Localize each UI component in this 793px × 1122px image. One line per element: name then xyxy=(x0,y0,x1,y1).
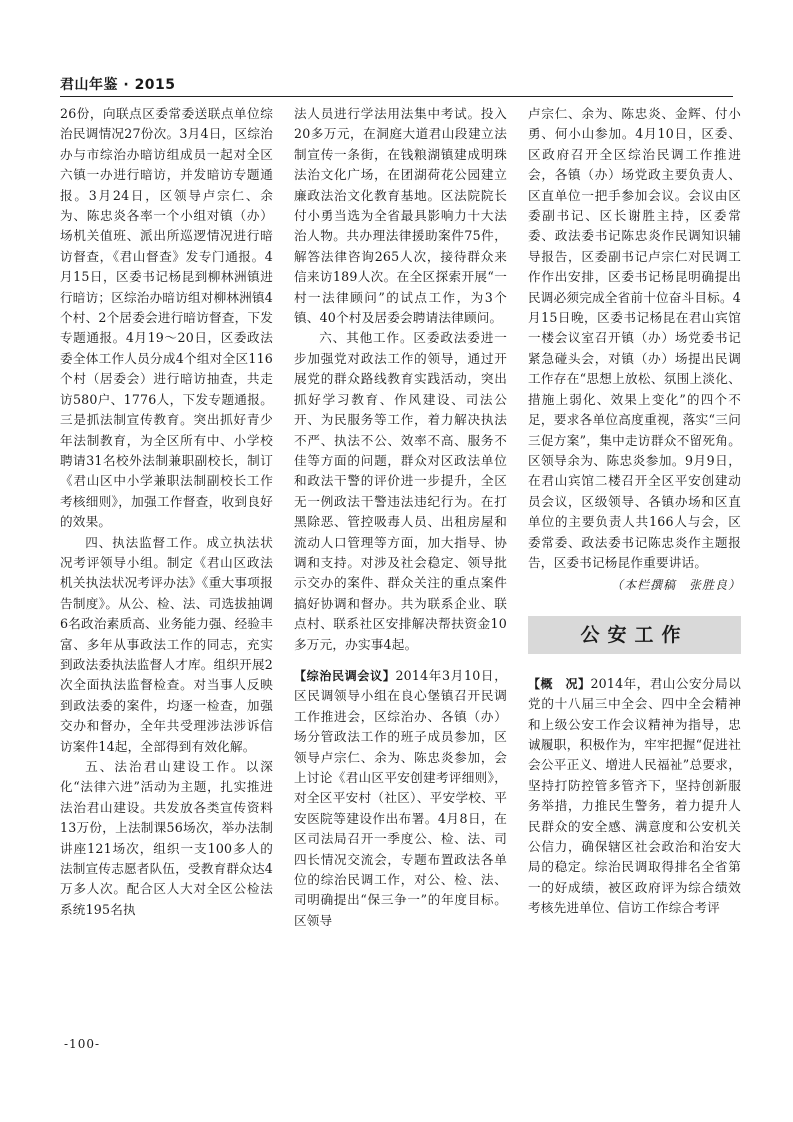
section-tag: 【综治民调会议】 xyxy=(294,668,396,683)
col3-paragraph-2: 2014年，君山公安分局以党的十八届三中全会、四中全会精神和上级公安工作会议精神为指导，忠诚履职，积极作为，牢牢把握“促进社会公平正义、增进人民福祉”总要求，坚持打防控管多管齐下，坚持创新服务举措，力推民生警务，着力提升人民群众的安全感、满意度和公安机关公信力，确保辖区社会政治和治安大局的稳定。综治民调取得排名全省第一的好成绩，被区政府评为综合绩效考核先进单位、信访工作综合考评 xyxy=(528,675,741,916)
author-byline: （本栏撰稿 张胜良） xyxy=(610,578,741,593)
col1-paragraph-1: 26份，向联点区委常委送联点单位综治民调情况27份次。3月4日，区综治办与市综治办暗访组成员一起对全区六镇一办进行暗访，并发暗访专题通报。3月24日，区领导卢宗仁、余为、陈忠炎各率一个小组对镇（办）场机关值班、派出所巡逻情况进行暗访督查，《君山督查》发专门通报。4月15日，区委书记杨昆到柳林洲镇进行暗访；区综治办暗访组对柳林洲镇4个村、2个居委会进行暗访督查，下发专题通报。4月19～20日，区委政法委全体工作人员分成4个组对全区116个村（居委会）进行暗访抽查，共走访580户、1776人，下发专题通报。三是抓法制宣传教育。突出抓好青少年法制教育，为全区所有中、小学校聘请31名校外法制兼职副校长，制订《君山区中小学兼职法制副校长工作考核细则》，加强工作督查，收到良好的效果。 xyxy=(60,106,273,530)
col3-section-overview xyxy=(528,674,741,919)
section-tag: 【概 况】 xyxy=(528,676,591,691)
col2-paragraph-2: 六、其他工作。区委政法委进一步加强党对政法工作的领导，通过开展党的群众路线教育实践活动，突出抓好学习教育、作风建设、司法公开、为民服务等工作，着力解决执法不严、执法不公、效率不高、服务不佳等方面的问题，群众对区政法单位和政法干警的评价进一步提升，全区无一例政法干警违法违纪行为。在打黑除恶、管控吸毒人员、出租房屋和流动人口管理等方面，加大指导、协调和支持。对涉及社会稳定、领导批示交办的案件、群众关注的重点案件搞好协调和督办。共为联系企业、联点村、联系社区安排解决帮扶资金10多万元，办实事4起。 xyxy=(294,330,507,652)
page-number: -100- xyxy=(64,1037,101,1051)
col2-section-zongzhi-mindiao xyxy=(294,666,507,931)
section-banner-public-security: 公安工作 xyxy=(528,616,741,654)
column-3 xyxy=(528,104,741,919)
col2-paragraph-1: 法人员进行学法用法集中考试。投入20多万元，在洞庭大道君山段建立法制宣传一条街，在钱粮湖镇建成明珠法治文化广场，在团湖荷花公园建立廉政法治文化教育基地。区法院院长付小勇当选为全省最具影响力十大法治人物。共办理法律援助案件75件，解答法律咨询265人次，接待群众来信来访189人次。在全区探索开展“一村一法律顾问”的试点工作，为3个镇、40个村及居委会聘请法律顾问。 xyxy=(294,106,507,326)
column-1 xyxy=(60,104,273,920)
header-rule xyxy=(60,96,733,97)
col3-paragraph-1: 卢宗仁、余为、陈忠炎、金辉、付小勇、何小山参加。4月10日，区委、区政府召开全区综治民调工作推进会，各镇（办）场党政主要负责人、区直单位一把手参加会议。会议由区委副书记、区长谢胜主持，区委常委、政法委书记陈忠炎作民调知识辅导报告，区委副书记卢宗仁对民调工作作出安排，区委书记杨昆明确提出民调必须完成全省前十位奋斗目标。4月15日晚，区委书记杨昆在君山宾馆一楼会议室召开镇（办）场党委书记紧急碰头会，对镇（办）场提出民调工作存在“思想上放松、氛围上淡化、措施上弱化、效果上变化”的四个不足，要求各单位高度重视，落实“三问三促方案”，集中走访群众不留死角。区领导余为、陈忠炎参加。9月9日，在君山宾馆二楼召开全区平安创建动员会议，区级领导、各镇办场和区直单位的主要负责人共166人与会，区委常委、政法委书记陈忠炎作主题报告，区委书记杨昆作重要讲话。 xyxy=(528,106,741,570)
section-gap xyxy=(294,655,507,666)
column-2 xyxy=(294,104,507,931)
col1-paragraph-3: 五、法治君山建设工作。以深化“法律六进”活动为主题，扎实推进法治君山建设。共发放各类宣传资料13万份，上法制课56场次，举办法制讲座121场次，组织一支100多人的法制宣传志愿者队伍，受教育群众达4万多人次。配合区人大对全区公检法系统195名执 xyxy=(60,759,273,917)
col1-paragraph-2: 四、执法监督工作。成立执法状况考评领导小组。制定《君山区政法机关执法状况考评办法》《重大事项报告制度》。从公、检、法、司选拔抽调6名政治素质高、业务能力强、经验丰富、多年从事政法工作的同志，充实到政法委执法监督人才库。组织开展2次全面执法监督检查。对当事人反映到政法委的案件，均逐一检查，加强交办和督办，全年共受理涉法涉诉信访案件14起，全部得到有效化解。 xyxy=(60,534,273,754)
running-header: 君山年鉴 · 2015 xyxy=(60,77,176,93)
col2-paragraph-3: 2014年3月10日，区民调领导小组在良心堡镇召开民调工作推进会，区综治办、各镇（办）场分管政法工作的班子成员参加，区领导卢宗仁、余为、陈忠炎参加，会上讨论《君山区平安创建考评细则》，对全区平安村（社区）、平安学校、平安医院等建设作出布署。4月8日，在区司法局召开一季度公、检、法、司四长情况交流会，专题布置政法各单位的综治民调工作，对公、检、法、司明确提出“保三争一”的年度目标。区领导 xyxy=(294,667,507,928)
